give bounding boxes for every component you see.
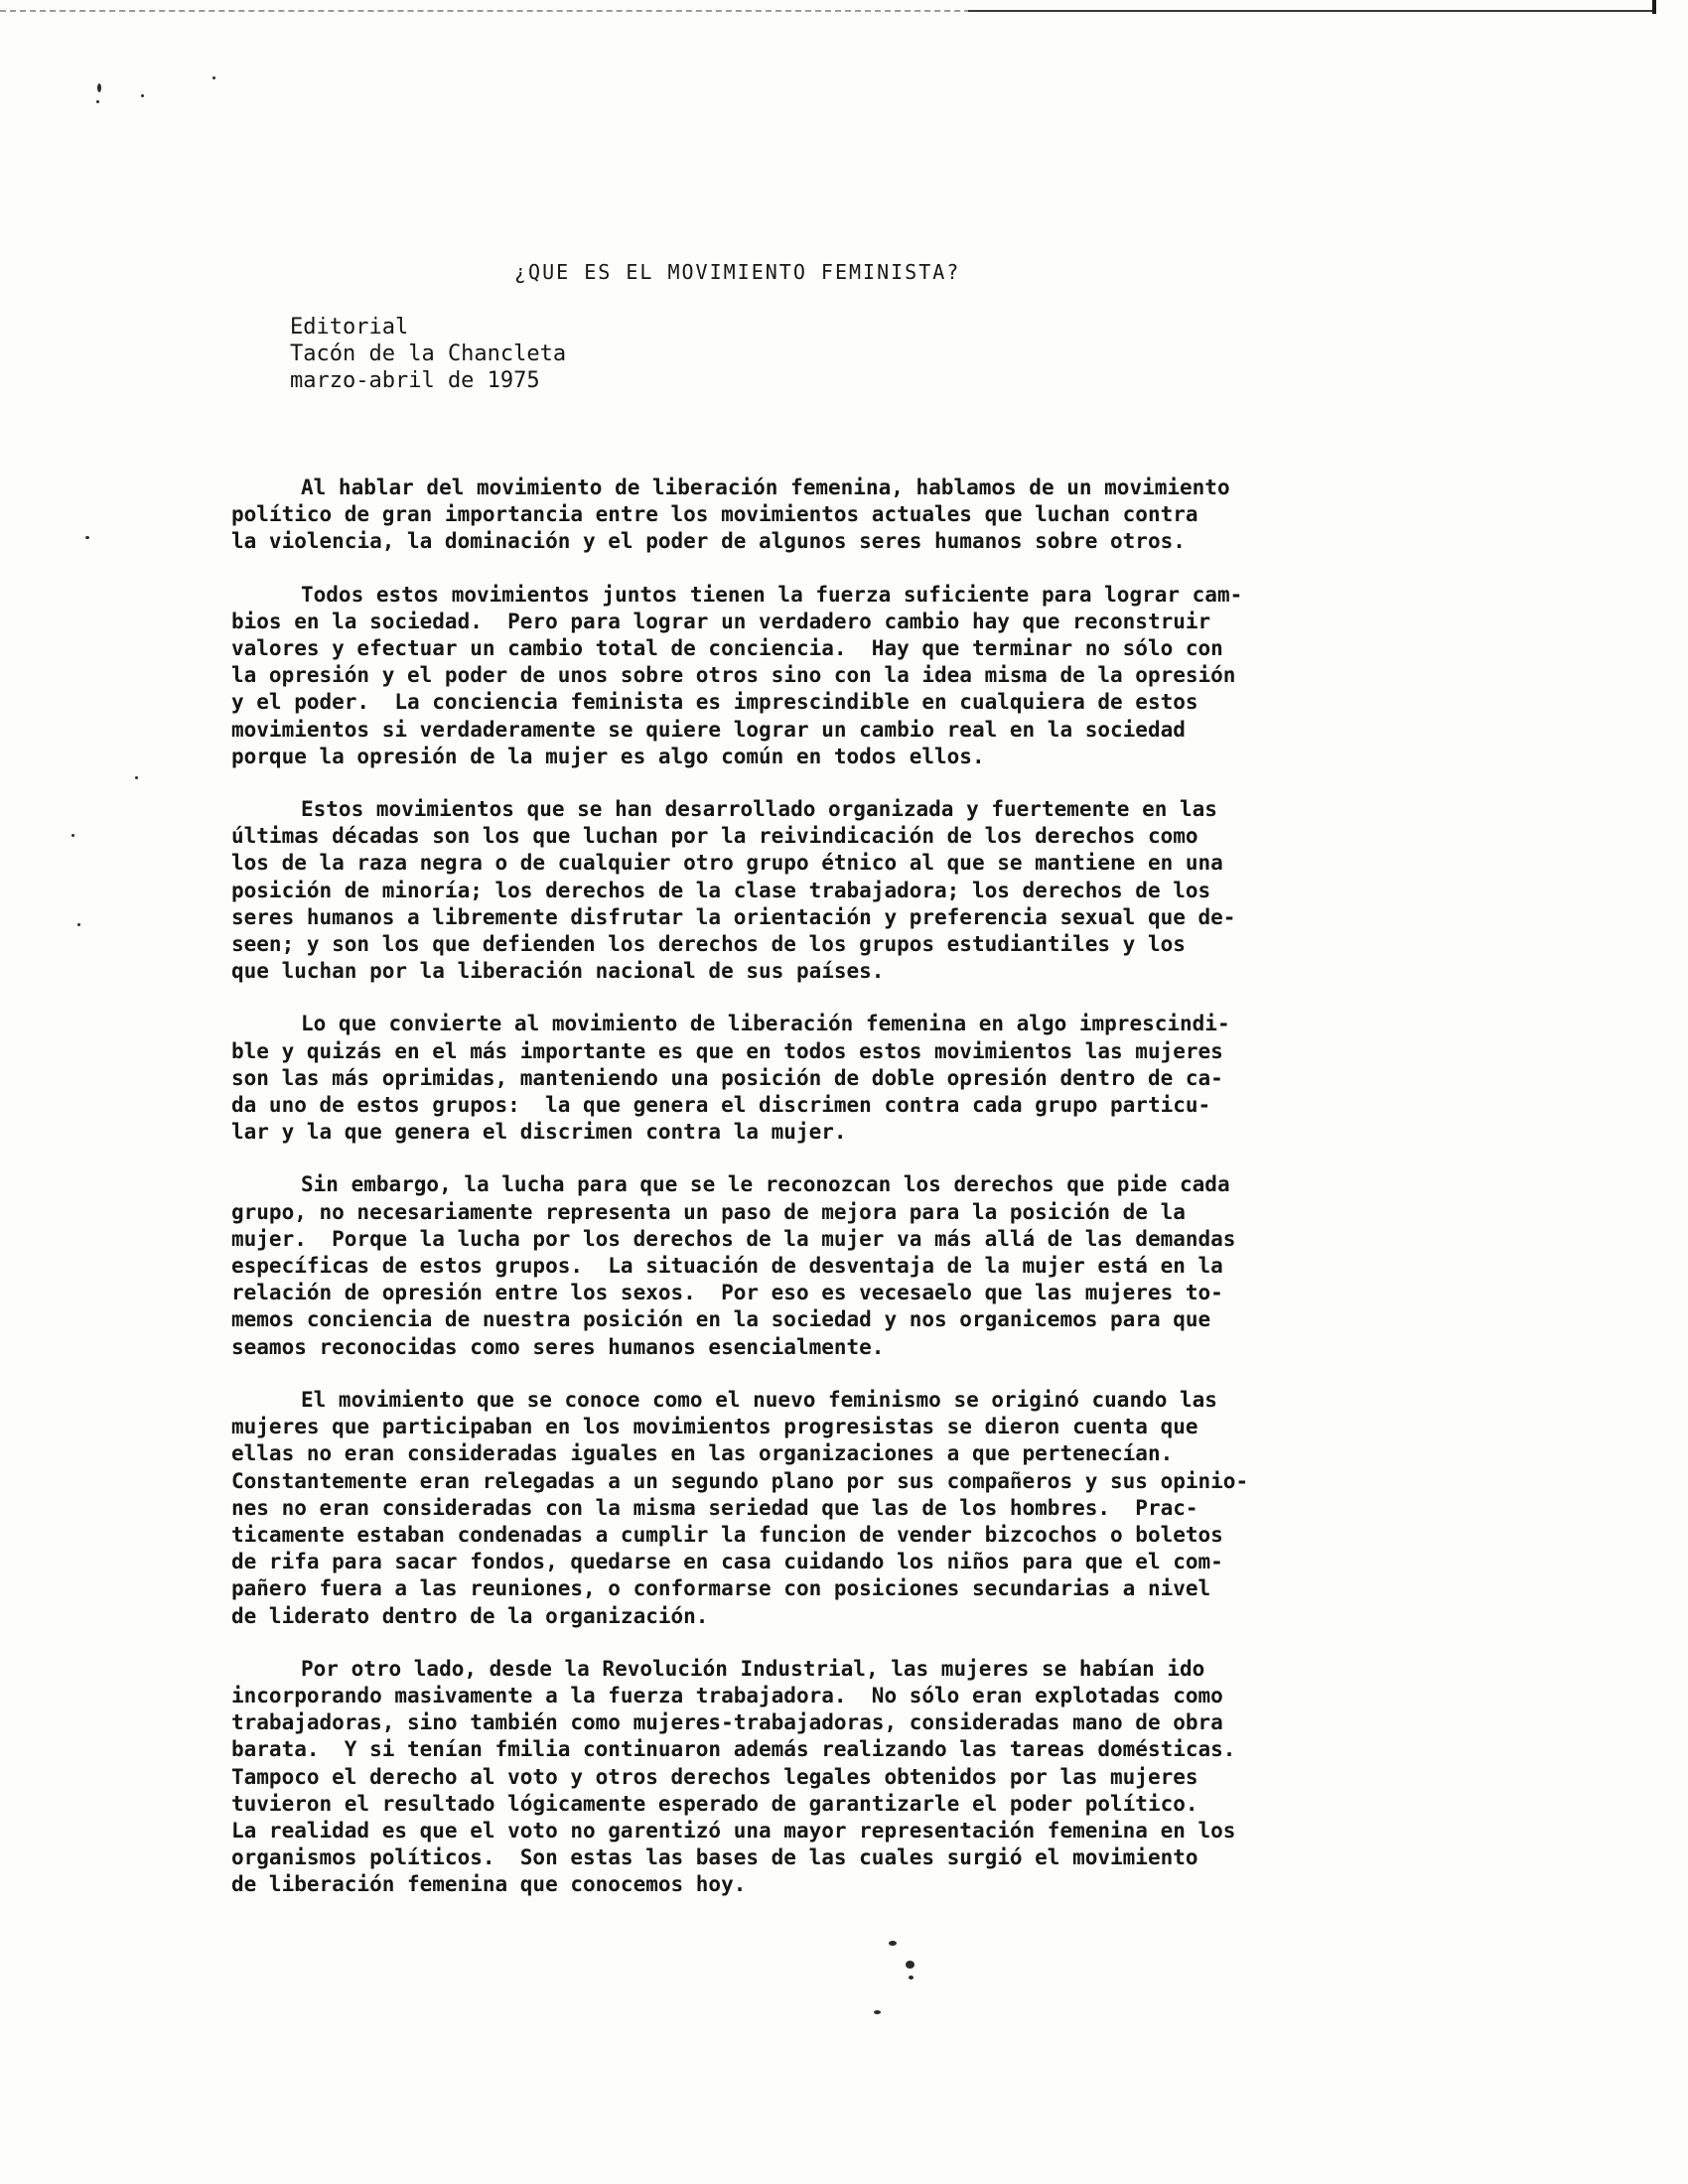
paragraph-line: valores y efectuar un cambio total de conciencia. Hay que terminar no sólo con	[231, 636, 1223, 661]
paragraph-line: porque la opresión de la mujer es algo común en todos ellos.	[231, 744, 985, 768]
paragraph-line: posición de minoría; los derechos de la clase trabajadora; los derechos de los	[231, 878, 1211, 902]
scan-speck	[141, 94, 144, 97]
scan-speck	[97, 83, 101, 92]
paragraph-line: ellas no eran consideradas iguales en las organizaciones a que pertenecían.	[231, 1441, 1174, 1466]
paragraph-line: Estos movimientos que se han desarrollado organizada y fuertemente en las	[301, 797, 1217, 822]
paragraph-line: de liberación femenina que conocemos hoy.	[231, 1872, 747, 1897]
paragraph-line: memos conciencia de nuestra posición en la sociedad y nos organicemos para que	[231, 1307, 1211, 1332]
paragraph-line: Todos estos movimientos juntos tienen la fuerza suficiente para lograr cam-	[301, 582, 1243, 607]
scan-speck	[71, 834, 74, 837]
paragraph-line: trabajadoras, sino también como mujeres-trabajadoras, consideradas mano de obra	[231, 1710, 1223, 1735]
paragraph-line: Sin embargo, la lucha para que se le reconozcan los derechos que pide cada	[301, 1172, 1230, 1197]
paragraph-line: incorporando masivamente a la fuerza trabajadora. No sólo eran explotadas como	[231, 1683, 1223, 1707]
publication-date: marzo-abril de 1975	[290, 368, 540, 393]
paragraph-line: Constantemente eran relegadas a un segundo plano por sus compañeros y sus opinio-	[231, 1468, 1249, 1493]
scan-speck	[906, 1961, 914, 1969]
section-label: Editorial	[290, 315, 409, 340]
paragraph-line: La realidad es que el voto no garentizó una mayor representación femenina en los	[231, 1818, 1236, 1843]
document-body	[231, 475, 1304, 1925]
scan-speck	[77, 923, 80, 926]
paragraph-line: de rifa para sacar fondos, quedarse en casa cuidando los niños para que el com-	[231, 1550, 1223, 1574]
paragraph-line: pañero fuera a las reuniones, o conformarse con posiciones secundarias a nivel	[231, 1576, 1211, 1601]
paragraph-line: lar y la que genera el discrimen contra la mujer.	[231, 1120, 847, 1145]
paragraph-line: son las más oprimidas, manteniendo una posición de doble opresión dentro de ca-	[231, 1065, 1223, 1090]
paragraph-line: Por otro lado, desde la Revolución Industrial, las mujeres se habían ido	[301, 1656, 1205, 1681]
paragraph-line: político de gran importancia entre los movimientos actuales que luchan contra	[231, 502, 1198, 527]
paragraph-line: últimas décadas son los que luchan por la reivindicación de los derechos como	[231, 824, 1198, 849]
paragraph-line: movimientos si verdaderamente se quiere lograr un cambio real en la sociedad	[231, 717, 1186, 742]
paragraph-line: bios en la sociedad. Pero para lograr un verdadero cambio hay que reconstruir	[231, 609, 1211, 633]
paragraph-line: seen; y son los que defienden los derechos de los grupos estudiantiles y los	[231, 932, 1186, 957]
paragraph-line: mujer. Porque la lucha por los derechos de la mujer va más allá de las demandas	[231, 1226, 1236, 1251]
scan-speck	[889, 1941, 897, 1946]
paragraph-line: seres humanos a libremente disfrutar la orientación y preferencia sexual que de-	[231, 904, 1236, 929]
paragraph	[231, 796, 1304, 985]
paragraph-line: relación de opresión entre los sexos. Por eso es vecesaelo que las mujeres to-	[231, 1281, 1223, 1305]
document-title: ¿QUE ES EL MOVIMIENTO FEMINISTA?	[514, 260, 961, 284]
paragraph-line: ticamente estaban condenadas a cumplir la funcion de vender bizcochos o boletos	[231, 1522, 1223, 1547]
paragraph-line: mujeres que participaban en los movimientos progresistas se dieron cuenta que	[231, 1415, 1198, 1439]
scan-speck	[135, 776, 138, 779]
document-header	[290, 314, 566, 394]
scan-corner-mark	[1652, 0, 1656, 14]
publication-name: Tacón de la Chancleta	[290, 341, 567, 366]
paragraph	[231, 1656, 1304, 1899]
paragraph-line: específicas de estos grupos. La situación de desventaja de la mujer está en la	[231, 1254, 1223, 1279]
paragraph-line: Al hablar del movimiento de liberación femenina, hablamos de un movimiento	[301, 476, 1230, 499]
paragraph-line: la opresión y el poder de unos sobre otros sino con la idea misma de la opresión	[231, 663, 1236, 688]
paragraph	[231, 582, 1304, 770]
paragraph-line: Lo que convierte al movimiento de liberación femenina en algo imprescindi-	[301, 1012, 1230, 1036]
paragraph-line: El movimiento que se conoce como el nuevo feminismo se originó cuando las	[301, 1387, 1217, 1412]
paragraph-line: ble y quizás en el más importante es que en todos estos movimientos las mujeres	[231, 1038, 1223, 1063]
paragraph	[231, 1387, 1304, 1630]
scan-speck	[909, 1976, 914, 1979]
paragraph-line: Tampoco el derecho al voto y otros derechos legales obtenidos por las mujeres	[231, 1764, 1198, 1789]
paragraph-line: que luchan por la liberación nacional de sus países.	[231, 959, 885, 984]
scan-speck	[85, 536, 89, 539]
paragraph	[231, 475, 1304, 556]
scan-speck	[874, 2010, 881, 2014]
paragraph-line: de liderato dentro de la organización.	[231, 1603, 709, 1628]
scan-speck	[212, 76, 215, 79]
paragraph-line: grupo, no necesariamente representa un paso de mejora para la posición de la	[231, 1199, 1186, 1224]
paragraph-line: nes no eran consideradas con la misma seriedad que las de los hombres. Prac-	[231, 1495, 1198, 1520]
paragraph-line: tuvieron el resultado lógicamente esperado de garantizarle el poder político.	[231, 1791, 1198, 1816]
paragraph-line: los de la raza negra o de cualquier otro grupo étnico al que se mantiene en una	[231, 851, 1223, 876]
paragraph-line: seamos reconocidas como seres humanos esencialmente.	[231, 1334, 885, 1359]
scan-speck	[96, 100, 99, 103]
paragraph	[231, 1011, 1304, 1146]
scan-top-line	[968, 10, 1653, 12]
paragraph-line: la violencia, la dominación y el poder de algunos seres humanos sobre otros.	[231, 529, 1186, 554]
paragraph	[231, 1171, 1304, 1360]
paragraph-line: barata. Y si tenían fmilia continuaron además realizando las tareas domésticas.	[231, 1737, 1236, 1762]
paragraph-line: da uno de estos grupos: la que genera el discrimen contra cada grupo particu-	[231, 1093, 1211, 1118]
paragraph-line: y el poder. La conciencia feminista es imprescindible en cualquiera de estos	[231, 690, 1198, 715]
paragraph-line: organismos políticos. Son estas las bases de las cuales surgió el movimiento	[231, 1845, 1198, 1870]
